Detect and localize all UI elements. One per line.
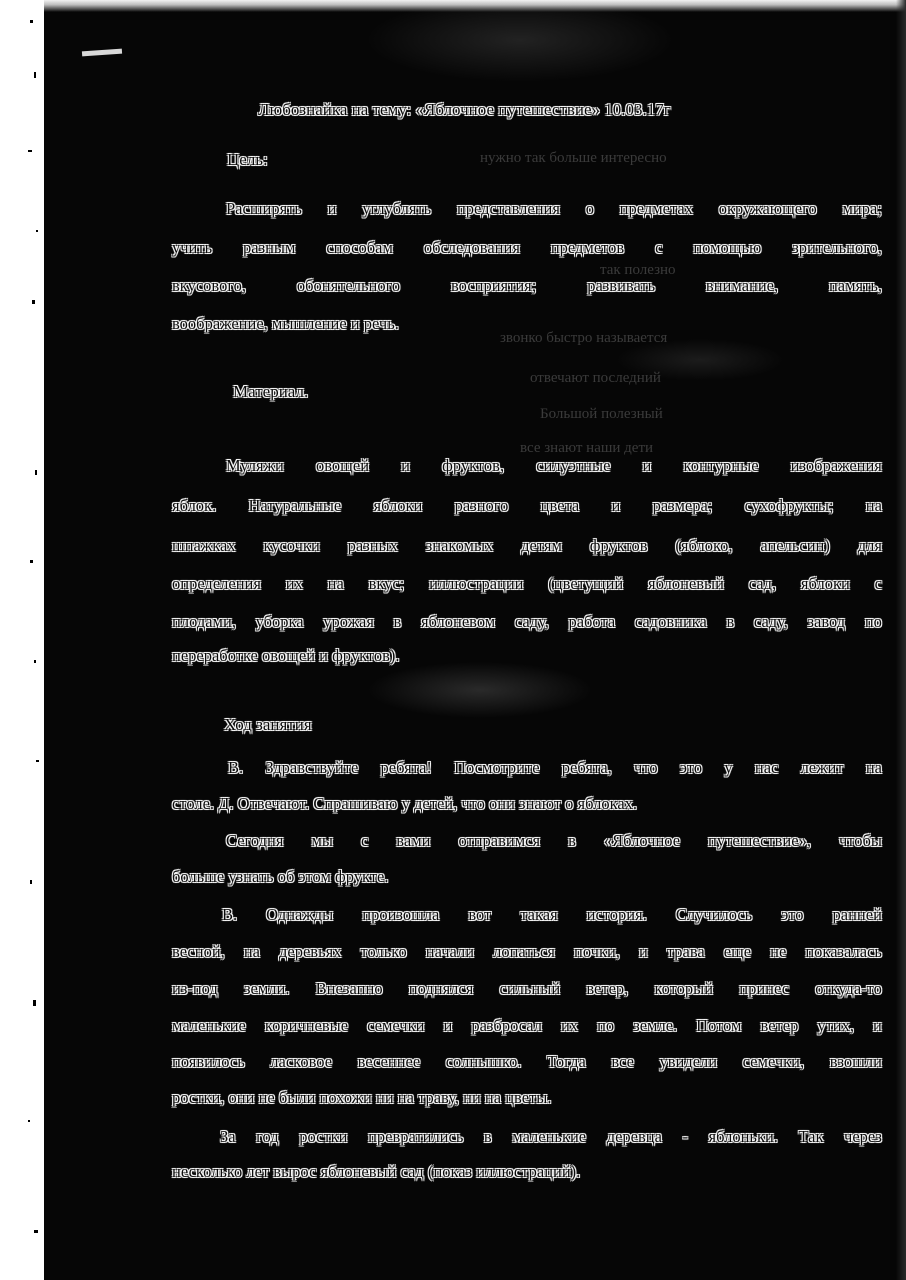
course-line-8: маленькие коричневые семечки и разбросал их по земле. Потом ветер утих, и <box>172 1015 882 1035</box>
goal-line-1: Расширять и углублять представления о предметах окружающего мира; <box>226 198 882 218</box>
material-line-4: определения их на вкус; иллюстрации (цветущий яблоневый сад, яблоки с <box>172 573 882 593</box>
course-line-6: весной, на деревьях только начали лопаться почки, и трава еще не показалась <box>172 941 882 961</box>
goal-heading: Цель: <box>227 150 268 169</box>
course-heading: Ход занятия <box>224 715 312 734</box>
course-line-11: За год ростки превратились в маленькие деревца - яблоньки. Так через <box>220 1126 882 1146</box>
course-line-5: В. Однажды произошла вот такая история. Случилось это ранней <box>222 904 882 924</box>
scan-right-edge <box>896 0 906 1280</box>
course-line-9: появилось ласковое весеннее солнышко. Тогда все увидели семечки, взошли <box>172 1051 882 1071</box>
scan-top-edge <box>44 0 906 12</box>
course-line-2: столе. Д. Отвечают. Спрашиваю у детей, что они знают о яблоках. <box>172 793 638 813</box>
course-line-12: несколько лет вырос яблоневый сад (показ иллюстраций). <box>172 1161 581 1181</box>
material-line-5: плодами, уборка урожая в яблоневом саду, работа садовника в саду, завод по <box>172 611 882 631</box>
course-line-3: Сегодня мы с вами отправимся в «Яблочное путешествие», чтобы <box>226 830 882 850</box>
material-line-1: Муляжи овощей и фруктов, силуэтные и контурные изображения <box>226 455 882 475</box>
course-line-1: В. Здравствуйте ребята! Посмотрите ребята, что это у нас лежит на <box>228 757 882 777</box>
goal-line-3: вкусового, обонятельного восприятия; развивать внимание, память, <box>172 275 882 295</box>
material-heading: Материал. <box>233 382 309 401</box>
document-title: Любознайка на тему: «Яблочное путешествие» 10.03.17г <box>258 100 671 119</box>
material-line-3: шпажках кусочки разных знакомых детям фруктов (яблоко, апельсин) для <box>172 535 882 555</box>
course-line-7: из-под земли. Внезапно поднялся сильный ветер, который принес откуда-то <box>172 978 882 998</box>
scanned-page: нужно так больше интересно так полезно звонко быстро называется отвечают последний Большой полезный все знают наши дети Любознайка на тему: «Яблочное путешествие» 10.03.17г Цель: Расширять и углублять представления о предметах окружающего мира; учить разным способам обследования предметов с помощью зрительного, вкусового, обонятельного восприятия; развивать внимание, память, воображение, мышление и речь. Материал. Муляжи овощей и фруктов, силуэтные и контурные изображения яблок. Натуральные яблоки разного цвета и размера; сухофрукты; на шпажках кусочки разных знакомых детям фруктов (яблоко, апельсин) для определения их на вкус; иллюстрации (цветущий яблоневый сад, яблоки с плодами, уборка урожая в яблоневом саду, работа садовника в саду, завод по переработке овощей и фруктов). Ход занятия В. Здравствуйте ребята! Посмотрите ребята, что это у нас лежит на столе. Д. Отвечают. Спрашиваю у детей, что они знают о яблоках. Сегодня мы с вами отправимся в «Яблочное путешествие», чтобы больше узнать об этом фрукте. В. Однажды произошла вот такая история. Случилось это ранней весной, на деревьях только начали лопаться почки, и трава еще не показалась из-под земли. Внезапно поднялся сильный ветер, который принес откуда-то маленькие коричневые семечки и разбросал их по земле. Потом ветер утих, и появилось ласковое весеннее солнышко. Тогда все увидели семечки, взошли ростки, они не были похожи ни на траву, ни на цветы. За год ростки превратились в маленькие деревца - яблоньки. Так через несколько лет вырос яблоневый сад (показ иллюстраций). <box>0 0 906 1280</box>
material-line-6: переработке овощей и фруктов). <box>172 645 400 665</box>
material-line-2: яблок. Натуральные яблоки разного цвета и размера; сухофрукты; на <box>172 495 882 515</box>
corner-dash-mark <box>82 49 122 57</box>
course-line-10: ростки, они не были похожи ни на траву, ни на цветы. <box>172 1087 552 1107</box>
course-line-4: больше узнать об этом фрукте. <box>172 866 389 886</box>
scan-left-margin <box>0 0 44 1280</box>
goal-line-2: учить разным способам обследования предметов с помощью зрительного, <box>172 237 882 257</box>
goal-line-4: воображение, мышление и речь. <box>172 313 399 333</box>
